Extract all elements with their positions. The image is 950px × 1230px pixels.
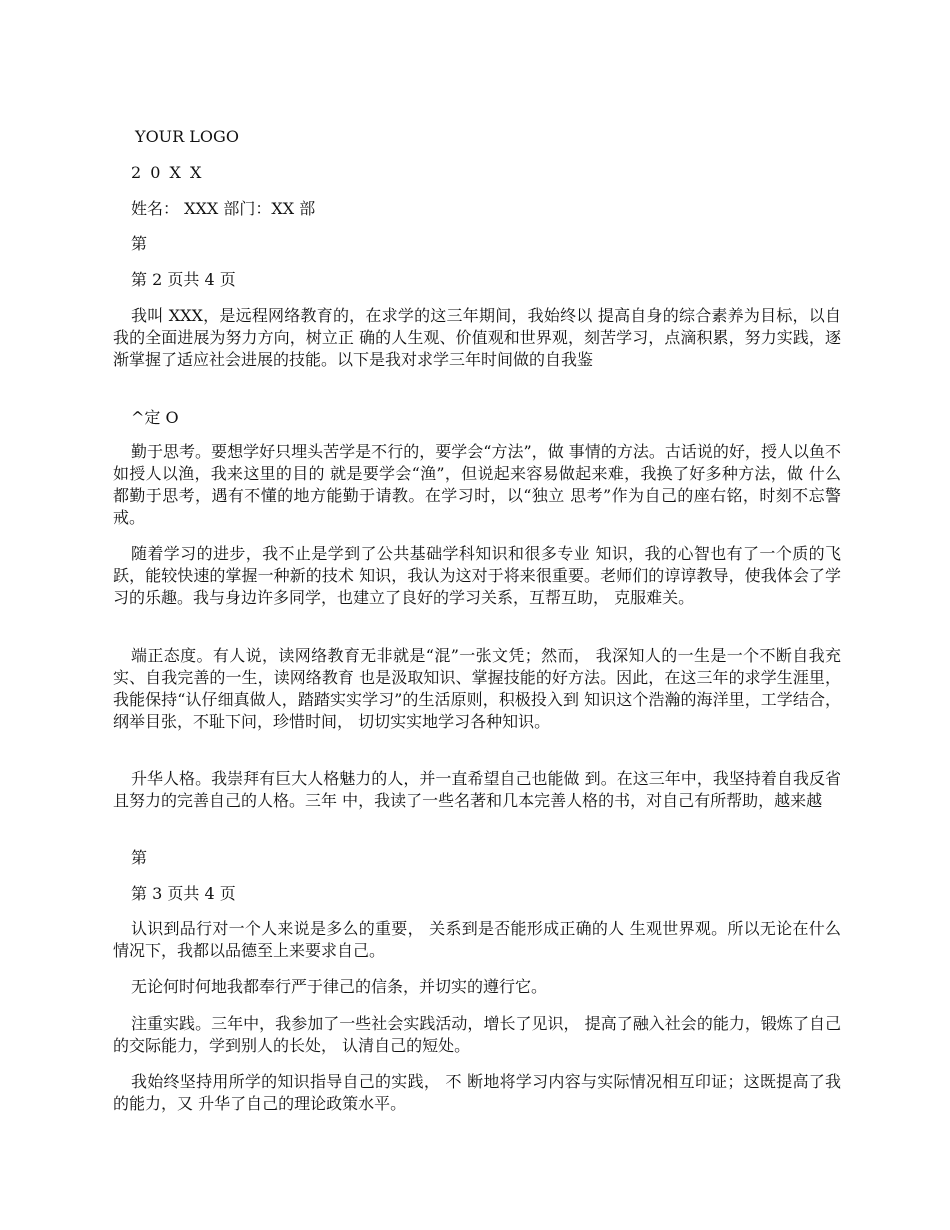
name-department-line: 姓名： XXX 部门：XX 部 — [131, 199, 316, 218]
paragraph-application: 我始终坚持用所学的知识指导自己的实践， 不 断地将学习内容与实际情况相互印证；这既提高了我的能力，又 升华了自己的理论政策水平。 — [113, 1072, 841, 1113]
paragraph-progress: 随着学习的进步，我不止是学到了公共基础学科知识和很多专业 知识，我的心智也有了一个质的飞跃，能较快速的掌握一种新的技术 知识，我认为这对于将来很重要。老师们的谆谆教导，使我体会了学 习的乐趣。我与身边许多同学，也建立了良好的学习关系，互帮互助， 克服难关。 — [113, 544, 841, 607]
page-footer-number: 第 2 页共 4 页 — [131, 270, 236, 289]
paragraph-intro: 我叫 XXX，是远程网络教育的，在求学的这三年期间，我始终以 提高自身的综合素养为目标，以自我的全面进展为努力方向，树立正 确的人生观、价值观和世界观，刻苦学习，点滴积累，努力实践，逐 渐掌握了适应社会进展的技能。以下是我对求学三年时间做的自我鉴 — [113, 306, 841, 369]
paragraph-attitude: 端正态度。有人说，读网络教育无非就是“混”一张文凭；然而， 我深知人的一生是一个不断自我充实、自我完善的一生，读网络教育 也是汲取知识、掌握技能的好方法。因此，在这三年的求学生涯里， 我能保持“认仔细真做人，踏踏实实学习”的生活原则，积极投入到 知识这个浩瀚的海洋里，工学结合，纲举目张，不耻下问，珍惜时间， 切切实实地学习各种知识。 — [113, 646, 841, 731]
page-footer-label: 第 — [131, 848, 148, 867]
year-text: 2 0 X X — [131, 163, 204, 182]
paragraph-personality: 升华人格。我崇拜有巨大人格魅力的人，并一直希望自己也能做 到。在这三年中，我坚持着自我反省且努力的完善自己的人格。三年 中，我读了一些名著和几本完善人格的书，对自己有所帮助，越来越 — [113, 769, 841, 810]
logo-text: YOUR LOGO — [135, 127, 239, 146]
page-footer-number: 第 3 页共 4 页 — [131, 884, 236, 903]
paragraph-morality: 认识到品行对一个人来说是多么的重要， 关系到是否能形成正确的人 生观世界观。所以无论在什么情况下，我都以品德至上来要求自己。 — [113, 919, 841, 960]
paragraph-intro-tail: ^定 O — [131, 408, 179, 427]
paragraph-practice: 注重实践。三年中，我参加了一些社会实践活动，增长了见识， 提高了融入社会的能力，锻炼了自己的交际能力，学到别人的长处， 认清自己的短处。 — [113, 1014, 841, 1055]
page-footer-label: 第 — [131, 234, 148, 253]
paragraph-thinking: 勤于思考。要想学好只埋头苦学是不行的，要学会“方法”，做 事情的方法。古话说的好，授人以鱼不如授人以渔，我来这里的目的 就是要学会“渔”，但说起来容易做起来难，我换了好多种方法，做 什么都勤于思考，遇有不懂的地方能勤于请教。在学习时，以“独立 思考”作为自己的座右铭，时刻不忘警戒。 — [113, 442, 841, 527]
paragraph-self-discipline: 无论何时何地我都奉行严于律己的信条，并切实的遵行它。 — [131, 977, 548, 996]
